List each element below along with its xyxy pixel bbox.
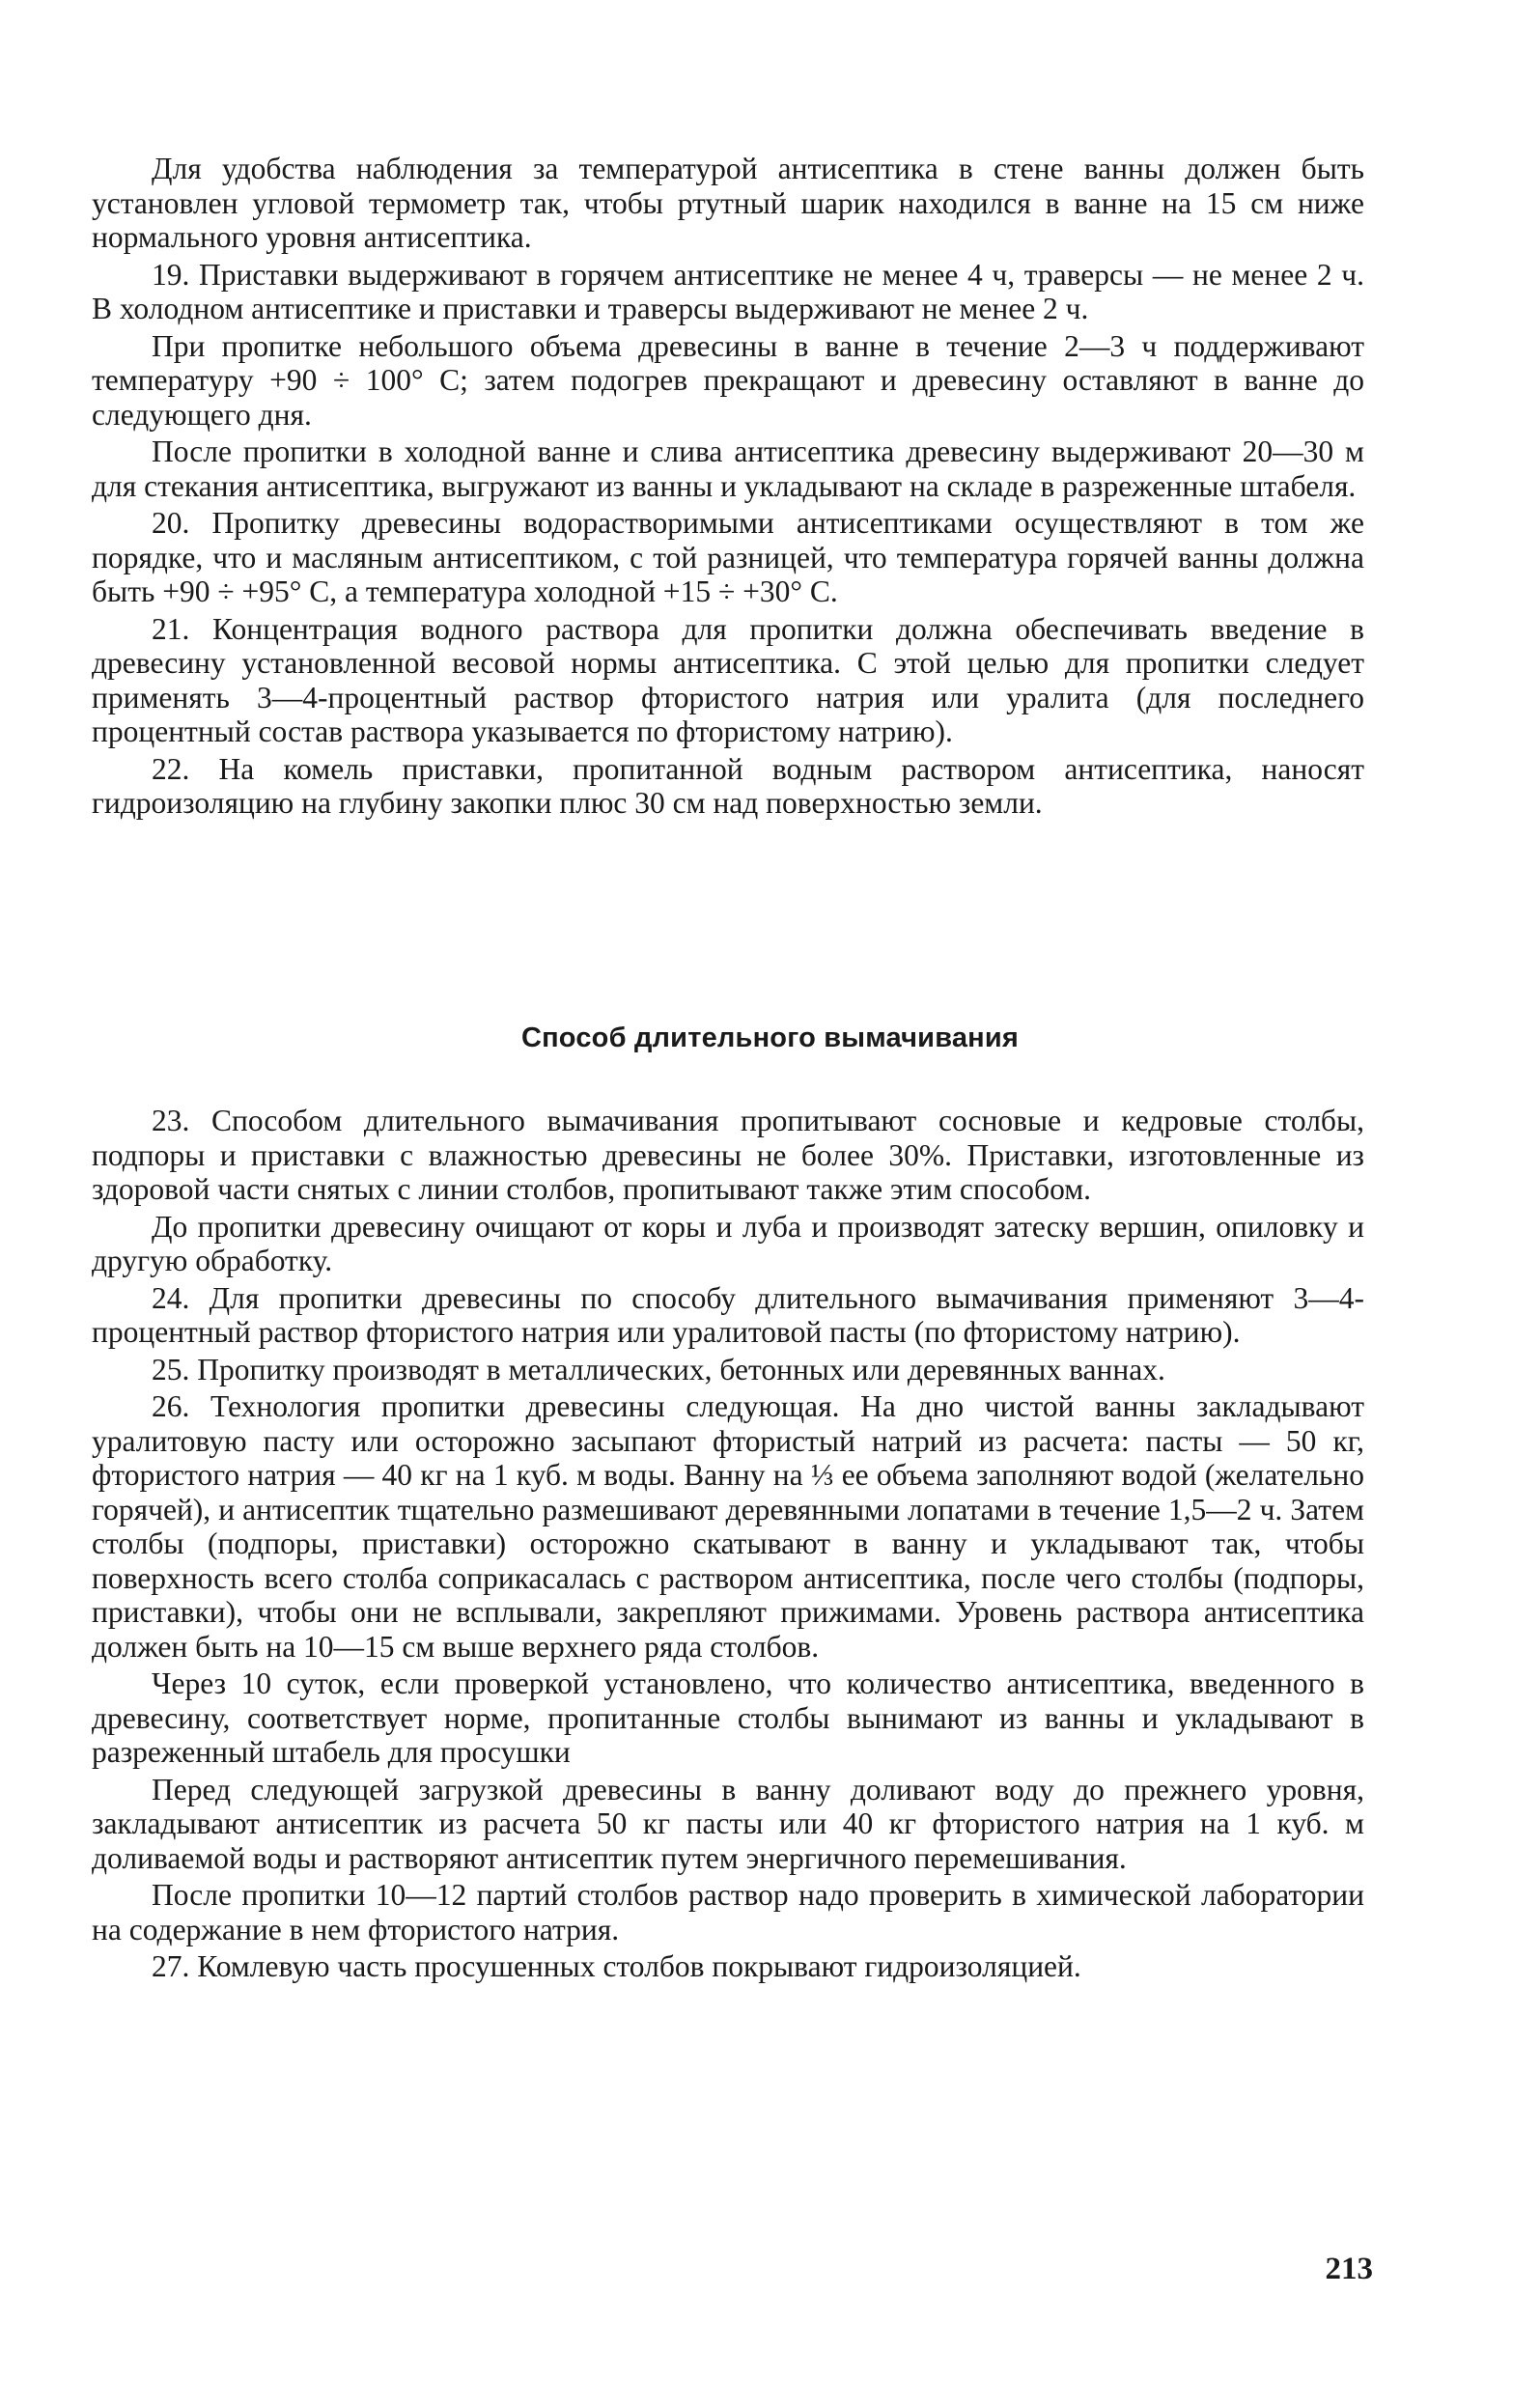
paragraph-small-volume: При пропитке небольшого объема древесины в ванне в течение 2—3 ч поддерживают температуру +90 ÷ 100° С; затем подогрев прекращают и древесину оставляют в ванне до следующего дня. <box>92 328 1364 432</box>
paragraph-27: 27. Комлевую часть просушенных столбов покрывают гидроизоляцией. <box>152 1949 1081 1983</box>
paragraph-26: 26. Технология пропитки древесины следующая. На дно чистой ванны закладывают уралитовую пасту или осторожно засыпают фтористый натрий из расчета: пасты — 50 кг, фтористого натрия — 40 кг на 1 куб. м воды. Ванну на ⅓ ее объема заполняют водой (желательно горячей), и антисептик тщательно размешивают деревянными лопатами в течение 1,5—2 ч. Затем столбы (подпоры, приставки) осторожно скатывают в ванну и укладывают так, чтобы поверхность всего столба соприкасалась с раствором антисептика, после чего столбы (подпоры, приставки), чтобы они не всплывали, закрепляют прижимами. Уровень раствора антисептика должен быть на 10—15 см выше верхнего ряда столбов. <box>92 1389 1364 1664</box>
section-heading: Способ длительного вымачивания <box>520 1022 1020 1053</box>
paragraph-lab-check: После пропитки 10—12 партий столбов раствор надо проверить в химической лаборатории на содержание в нем фтористого натрия. <box>92 1878 1364 1946</box>
paragraph-thermometer: Для удобства наблюдения за температурой антисептика в стене ванны должен быть установлен угловой термометр так, чтобы ртутный шарик находился в ванне на 15 см ниже нормального уровня антисептика. <box>92 152 1364 254</box>
paragraph-24: 24. Для пропитки древесины по способу длительного вымачивания применяют 3—4-процентный раствор фтористого натрия или уралитовой пасты (по фтористому натрию). <box>92 1280 1364 1349</box>
paragraph-20: 20. Пропитку древесины водорастворимыми антисептиками осуществляют в том же порядке, что и масляным антисептиком, с той разницей, что температура горячей ванны должна быть +90 ÷ +95° С, а температура холодной +15 ÷ +30° С. <box>92 506 1364 608</box>
paragraph-23: 23. Способом длительного вымачивания пропитывают сосновые и кедровые столбы, подпоры и приставки с влажностью древесины не более 30%. Приставки, изготовленные из здоровой части снятых с линии столбов, пропитывают также этим способом. <box>92 1104 1364 1206</box>
paragraph-19: 19. Приставки выдерживают в горячем антисептике не менее 4 ч, траверсы — не менее 2 ч. В холодном антисептике и приставки и траверсы выдерживают не менее 2 ч. <box>92 257 1364 325</box>
paragraph-after-cold-bath: После пропитки в холодной ванне и слива антисептика древесину выдерживают 20—30 м для стекания антисептика, выгружают из ванны и укладывают на складе в разреженные штабеля. <box>92 434 1364 503</box>
paragraph-22: 22. На комель приставки, пропитанной водным раствором антисептика, наносят гидроизоляцию на глубину закопки плюс 30 см над поверхностью земли. <box>92 751 1364 820</box>
bottom-text-block <box>92 1104 1364 1987</box>
paragraph-cleaning: До пропитки древесину очищают от коры и луба и производят затеску вершин, опиловку и другую обработку. <box>92 1209 1364 1277</box>
paragraph-next-load: Перед следующей загрузкой древесины в ванну доливают воду до прежнего уровня, закладывают антисептик из расчета 50 кг пасты или 40 кг фтористого натрия на 1 куб. м доливаемой воды и растворяют антисептик путем энергичного перемешивания. <box>92 1772 1364 1875</box>
paragraph-25: 25. Пропитку производят в металлических, бетонных или деревянных ваннах. <box>152 1352 1165 1386</box>
top-text-block <box>92 152 1364 824</box>
page-number: 213 <box>1325 2252 1373 2286</box>
paragraph-21: 21. Концентрация водного раствора для пропитки должна обеспечивать введение в древесину установленной весовой нормы антисептика. С этой целью для пропитки следует применять 3—4-процентный раствор фтористого натрия или уралита (для последнего процентный состав раствора указывается по фтористому натрию). <box>92 611 1364 748</box>
paragraph-ten-days: Через 10 суток, если проверкой установлено, что количество антисептика, введенного в древесину, соответствует норме, пропитанные столбы вынимают из ванны и укладывают в разреженный штабель для просушки <box>92 1666 1364 1769</box>
